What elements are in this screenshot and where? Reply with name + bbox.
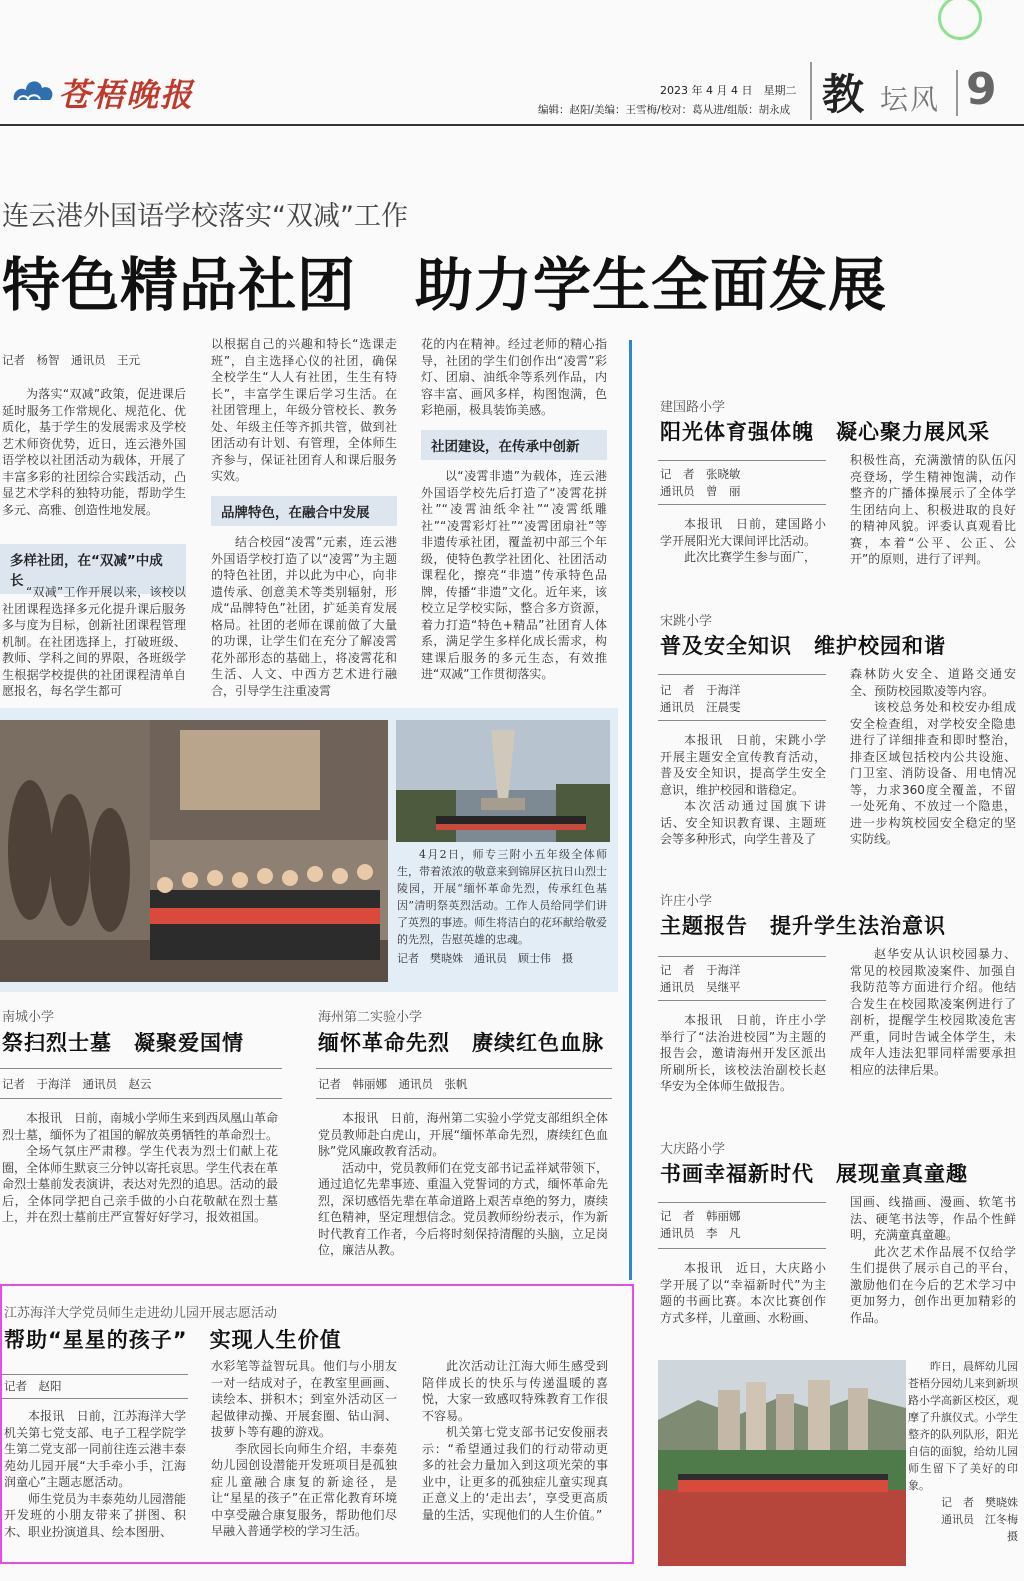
songtiao-kicker: 宋跳小学 bbox=[660, 614, 713, 629]
lead-sub2: 品牌特色，在融合中发展 bbox=[211, 496, 397, 526]
paragraph: 全场气氛庄严肃穆。学生代表为烈士们献上花圈，全体师生默哀三分钟以寄托哀思。学生代表在革命烈士墓前发表演讲，表达对先烈的追思。活动的最后，全体同学把自己亲手做的小白花敬献在烈士墓上，并在烈士墓前庄严宣誓好好学习，报效祖国。 bbox=[2, 1144, 279, 1224]
haizhou-body bbox=[318, 1110, 608, 1259]
rule bbox=[658, 1000, 826, 1001]
xuzhuang-kicker: 许庄小学 bbox=[660, 894, 713, 909]
paragraph: 以根据自己的兴趣和特长“选课走班”，自主选择心仪的社团，确保全校学生“人人有社团，生生有特长”，丰富学生课后学习生活。在社团管理上，年级分管校长、教务处、年级主任等齐抓共管，做到社团活动有计划、有管理，全体师生齐参与，保证社团育人和课后服务实效。 bbox=[211, 337, 397, 483]
paragraph: 水彩笔等益智玩具。他们与小朋友一对一结成对子，在教室里画画、读绘本、拼积木；到室外活动区一起做律动操、开展套圈、钻山洞、拔萝卜等有趣的游戏。 bbox=[211, 1359, 397, 1439]
cloud-logo-icon bbox=[10, 74, 56, 110]
monument-photo bbox=[396, 720, 610, 842]
section-small: 坛风 bbox=[880, 83, 941, 116]
jianguo-right bbox=[850, 452, 1016, 568]
jiangsu-col1 bbox=[4, 1408, 186, 1540]
paragraph: 此次活动让江海大师生感受到陪伴成长的快乐与传递温暖的喜悦，大家一致感叹特殊教育工作很不容易。 bbox=[422, 1359, 608, 1423]
xuzhuang-byline bbox=[660, 962, 741, 996]
rule bbox=[658, 1248, 826, 1249]
paper-name: 苍梧晚报 bbox=[58, 76, 195, 114]
correspondent-line: 通讯员 李 凡 bbox=[660, 1226, 741, 1240]
lead-sub3: 社团建设，在传承中创新 bbox=[421, 430, 607, 460]
caption-credit-3: 摄 bbox=[1007, 1530, 1018, 1543]
paragraph: 为落实“双减”政策，促进课后延时服务工作常规化、规范化、优质化，基于学生的发展需求及学校艺术师资优势，近日，连云港外国语学校以社团活动为载体，开展了丰富多彩的社团综合实践活动，凸显艺术学科的独特功能，帮助学生多元、高雅、创造性地发展。 bbox=[2, 387, 186, 517]
paragraph: 森林防火安全、道路交通安全、预防校园欺凌等内容。 bbox=[850, 667, 1016, 698]
editors-line: 编辑：赵阳/美编：王雪梅/校对：葛从进/组版：胡永成 bbox=[538, 104, 791, 116]
jiangsu-col2 bbox=[211, 1358, 397, 1540]
rule bbox=[658, 504, 826, 505]
reporter-line: 记 者 张晓敏 bbox=[660, 467, 741, 481]
page-number: 9 bbox=[966, 64, 997, 115]
lead-sub1: 多样社团，在“双减”中成长 bbox=[0, 544, 186, 594]
paragraph: 机关第七党支部书记安俊丽表示：“希望通过我们的行动带动更多的社会力量加入到这项光荣的事业中，让更多的孤独症儿童实现真正意义上的‘走出去’，享受更高质量的生活，实现他们的人生价值。” bbox=[422, 1425, 608, 1522]
paragraph: 本报讯 日前，许庄小学举行了“法治进校园”为主题的报告会，邀请海州开发区派出所刷所长，该校法治副校长赵华安为全体师生做报告。 bbox=[660, 1013, 826, 1093]
rule bbox=[316, 1068, 612, 1069]
column-rule bbox=[629, 340, 632, 1280]
caption-credit: 记者 樊晓姝 通讯员 顾士伟 摄 bbox=[397, 952, 573, 965]
reporter-line: 记 者 韩丽娜 bbox=[660, 1209, 741, 1223]
lead-headline: 特色精品社团 助力学生全面发展 bbox=[2, 251, 888, 319]
flag-ceremony-photo bbox=[658, 1360, 906, 1566]
paragraph: 活动中，党员教师们在党支部书记孟祥斌带领下，通过追忆先辈事迹、重温入党誓词的方式，缅怀革命先烈，深切感悟先辈在革命道路上艰苦卓绝的努力，赓续红色精神，坚定理想信念。党员教师纷纷表示，作为新时代教育工作者，今后将时刻保持清醒的头脑，立足岗位，廉洁从教。 bbox=[318, 1160, 608, 1257]
xuzhuang-right bbox=[850, 946, 1016, 1078]
jiangsu-headline: 帮助“星星的孩子” 实现人生价值 bbox=[4, 1328, 342, 1352]
paragraph: 师生党员为丰泰苑幼儿园潜能开发班的小朋友带来了拼图、积木、职业扮演道具、绘本图册、 bbox=[4, 1491, 186, 1539]
section-big: 教 bbox=[822, 70, 865, 119]
jiangsu-kicker: 江苏海洋大学党员师生走进幼儿园开展志愿活动 bbox=[4, 1306, 278, 1321]
paragraph: 本报讯 日前，建国路小学开展阳光大课间评比活动。 bbox=[660, 517, 826, 548]
paragraph: 李欣园长向师生介绍，丰泰苑幼儿园创设潜能开发班项目是孤独症儿童融合康复的新途径，是让“星星的孩子”在正常化教育环境中享受融合康复服务，帮助他们尽早融入普通学校的学习生活。 bbox=[211, 1441, 397, 1538]
xuzhuang-left bbox=[660, 1012, 826, 1095]
paragraph: 本报讯 日前，宋跳小学开展主题安全宣传教育活动，普及安全知识，提高学生安全意识，维护校园和谐稳定。 bbox=[660, 733, 826, 797]
jianguo-headline: 阳光体育强体魄 凝心聚力展风采 bbox=[660, 420, 990, 444]
paragraph: 本报讯 日前，江苏海洋大学机关第七党支部、电子工程学院学生第二党支部一同前往连云港丰泰苑幼儿园开展“大手牵小手，江海润童心”主题志愿活动。 bbox=[4, 1409, 186, 1489]
songtiao-headline: 普及安全知识 维护校园和谐 bbox=[660, 634, 946, 658]
photo-caption bbox=[397, 846, 607, 967]
nancheng-headline: 祭扫烈士墓 凝聚爱国情 bbox=[2, 1031, 244, 1055]
masthead bbox=[0, 60, 1024, 126]
section-divider bbox=[810, 62, 812, 120]
paragraph: 该校总务处和校安办组成安全检查组，对学校安全隐患进行了详细排查和即时整治，排查区域包括校内公共设施、门卫室、消防设备、用电情况等，力求360度全覆盖，不留一处死角、不放过一个隐患，进一步构筑校园安全稳定的坚实防线。 bbox=[850, 700, 1016, 846]
reporter-line: 记 者 于海洋 bbox=[660, 963, 741, 977]
rule bbox=[316, 1098, 612, 1099]
nancheng-byline: 记者 于海洋 通讯员 赵云 bbox=[2, 1077, 152, 1091]
daqing-left bbox=[660, 1260, 826, 1326]
lead-col3 bbox=[421, 336, 607, 419]
rule bbox=[658, 1202, 826, 1203]
rule bbox=[658, 460, 826, 461]
daqing-right bbox=[850, 1194, 1016, 1326]
caption-text: 昨日，晨辉幼儿园苍梧分园幼儿来到新坝路小学高新区校区，观摩了升旗仪式。小学生整齐的队列队形，阳光自信的面貌，给幼儿园师生留下了美好的印象。 bbox=[908, 1360, 1018, 1492]
paragraph: 此次艺术作品展不仅给学生们提供了展示自己的平台，激励他们在今后的艺术学习中更加努力，创作出更加精彩的作品。 bbox=[850, 1244, 1016, 1325]
songtiao-left bbox=[660, 732, 826, 848]
daqing-kicker: 大庆路小学 bbox=[660, 1142, 726, 1157]
reporter-line: 记 者 于海洋 bbox=[660, 683, 741, 697]
daqing-headline: 书画幸福新时代 展现童真童趣 bbox=[660, 1162, 968, 1186]
jiangsu-col3 bbox=[422, 1358, 608, 1523]
songtiao-right bbox=[850, 666, 1016, 848]
paragraph: 本报讯 日前，南城小学师生来到西凤凰山革命烈士墓，缅怀为了祖国的解放英勇牺牲的革命烈士。 bbox=[2, 1111, 279, 1142]
lead-byline: 记者 杨智 通讯员 王元 bbox=[2, 353, 140, 367]
paragraph: 结合校园“凌霄”元素，连云港外国语学校打造了以“凌霄”为主题的特色社团，并以此为中心，向非遗传承、创意美术等类别辐射，形成“品牌特色”社团，扩延美育发展格局。社团的老师在课前做了大量的功课，让学生们在充分了解凌霄花外部形态的基础上，将凌霄花和生活、人文、中西方艺术进行融合，引导学生注重凌霄 bbox=[211, 535, 397, 698]
paragraph: 此次比赛学生参与面广， bbox=[684, 550, 817, 564]
paragraph: 以“凌霄非遗”为载体，连云港外国语学校先后打造了“凌霄花拼社”“凌霄油纸伞社”“凌霄纸雕社”“凌霄彩灯社”“凌霄团扇社”等非遗传承社团，覆盖初中部三个年级，使特色教学社团化、社团活动课程化，擦亮“非遗”传承特色品牌，传播“非遗”文化。近年来，该校立足学校实际，整合多方资源，着力打造“特色+精品”社团育人体系，满足学生多样化成长需求，构建课后服务的多元生态，有效推进“双减”工作贯彻落实。 bbox=[421, 469, 607, 681]
paragraph: 本报讯 日前，海州第二实验小学党支部组织全体党员教师赴白虎山，开展“缅怀革命先烈，赓续红色血脉”党风廉政教育活动。 bbox=[318, 1111, 608, 1158]
paragraph: 花的内在精神。经过老师的精心指导，社团的学生们创作出“凌霄”彩灯、团扇、油纸伞等系列作品，内容丰富、画风多样，构图饱满，色彩艳丽，极具装饰美感。 bbox=[421, 337, 607, 417]
rule bbox=[658, 956, 826, 957]
lead-col3b bbox=[421, 468, 607, 683]
date-line: 2023 年 4 月 4 日 星期二 bbox=[660, 84, 797, 97]
memorial-hall-photo bbox=[0, 720, 388, 982]
nancheng-kicker: 南城小学 bbox=[2, 1010, 55, 1025]
caption-text: 4月2日，师专三附小五年级全体师生，带着浓浓的敬意来到锦屏区抗日山烈士陵园，开展“缅怀革命先烈，传承红色基因”清明祭英烈活动。工作人员给同学们讲了英烈的事迹。师生将洁白的花环献给敬爱的先烈，告慰英雄的忠魂。 bbox=[397, 848, 607, 946]
correspondent-line: 通讯员 吴继平 bbox=[660, 980, 741, 994]
correspondent-line: 通讯员 汪晨雯 bbox=[660, 700, 741, 714]
paragraph: 本次活动通过国旗下讲话、安全知识教育课、主题班会等多种形式，向学生普及了 bbox=[660, 799, 826, 846]
paragraph: 积极性高，充满激情的队伍闪亮登场，学生精神饱满，动作整齐的广播体操展示了全体学生团结向上、积极进取的良好的精神风貌。评委认真观看比赛，本着“公平、公正、公开”的原则，进行了评判。 bbox=[850, 453, 1016, 566]
xuzhuang-headline: 主题报告 提升学生法治意识 bbox=[660, 914, 946, 938]
masthead-rule bbox=[0, 124, 1024, 126]
lead-col2 bbox=[211, 336, 397, 485]
rule bbox=[2, 1374, 188, 1375]
rule bbox=[658, 720, 826, 721]
jiangsu-byline: 记者 赵阳 bbox=[4, 1379, 62, 1393]
rule bbox=[0, 1068, 282, 1069]
daqing-byline bbox=[660, 1208, 741, 1242]
paragraph: 赵华安从认识校园暴力、常见的校园欺凌案件、加强自我防范等方面进行介绍。他结合发生在校园欺凌案例进行了剖析，提醒学生校园欺凌危害严重，同时告诫全体学生，未成年人违法犯罪同样需要承担相应的法律后果。 bbox=[850, 947, 1016, 1077]
jianguo-kicker: 建国路小学 bbox=[660, 400, 726, 415]
photo2-caption bbox=[908, 1358, 1018, 1545]
lead-col1b bbox=[2, 584, 186, 700]
caption-credit-1: 记 者 樊晓姝 bbox=[941, 1496, 1018, 1509]
haizhou-byline: 记者 韩丽娜 通讯员 张帆 bbox=[318, 1077, 468, 1091]
green-circle-icon bbox=[938, 0, 982, 40]
paragraph: 国画、线描画、漫画、软笔书法、硬笔书法等，作品个性鲜明，充满童真童趣。 bbox=[850, 1195, 1016, 1242]
section-divider-2 bbox=[956, 70, 958, 116]
rule bbox=[0, 1098, 282, 1099]
lead-col1 bbox=[2, 386, 186, 518]
paragraph: “双减”工作开展以来，该校以社团课程选择多元化提升课后服务多与度为目标，创新社团课程管理机制。在社团选择上，打破班级、教师、学科之间的界限，各班级学生根据学校提供的社团课程清单自愿报名，每名学生都可 bbox=[2, 585, 186, 698]
paragraph: 本报讯 近日，大庆路小学开展了以“幸福新时代”为主题的书画比赛。本次比赛创作方式多样，儿童画、水粉画、 bbox=[660, 1261, 826, 1325]
songtiao-byline bbox=[660, 682, 741, 716]
nancheng-body bbox=[2, 1110, 278, 1226]
lead-col2b bbox=[211, 534, 397, 699]
jianguo-byline bbox=[660, 466, 741, 500]
correspondent-line: 通讯员 曾 丽 bbox=[660, 484, 741, 498]
haizhou-kicker: 海州第二实验小学 bbox=[318, 1010, 423, 1025]
jianguo-left bbox=[660, 516, 826, 566]
rule bbox=[2, 1398, 188, 1399]
caption-credit-2: 通讯员 江冬梅 bbox=[941, 1513, 1018, 1526]
haizhou-headline: 缅怀革命先烈 赓续红色血脉 bbox=[318, 1031, 604, 1055]
rule bbox=[658, 674, 826, 675]
lead-kicker: 连云港外国语学校落实“双减”工作 bbox=[2, 201, 408, 232]
